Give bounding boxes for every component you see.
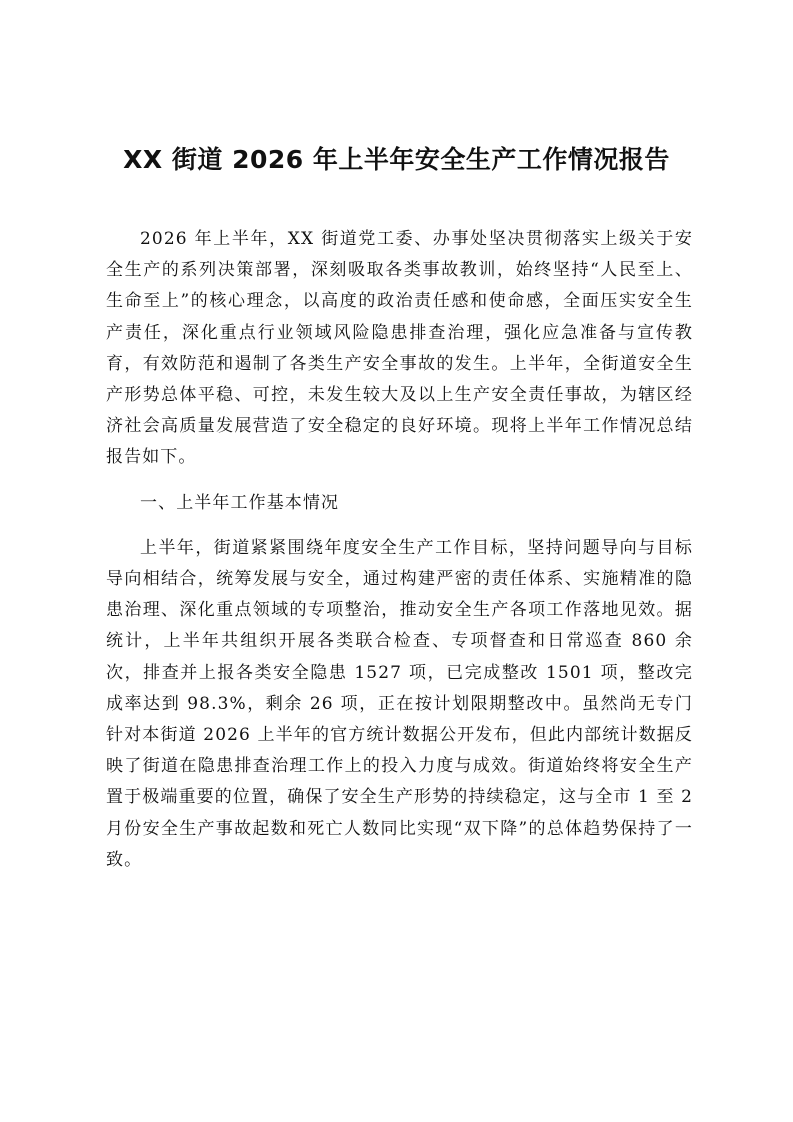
section-1-paragraph: 上半年，街道紧紧围绕年度安全生产工作目标，坚持问题导向与目标导向相结合，统筹发展与安全，通过构建严密的责任体系、实施精准的隐患治理、深化重点领域的专项整治，推动安全生产各项工作落地见效。据统计，上半年共组织开展各类联合检查、专项督查和日常巡查 860 余次，排查并上报各类安全隐患 1527 项，已完成整改 1501 项，整改完成率达到 98.3%，剩余 26 项，正在按计划限期整改中。虽然尚无专门针对本街道 2026 上半年的官方统计数据公开发布，但此内部统计数据反映了街道在隐患排查治理工作上的投入力度与成效。街道始终将安全生产置于极端重要的位置，确保了安全生产形势的持续稳定，这与全市 1 至 2 月份安全生产事故起数和死亡人数同比实现“双下降”的总体趋势保持了一致。 bbox=[106, 537, 693, 870]
document-title: XX 街道 2026 年上半年安全生产工作情况报告 bbox=[123, 145, 670, 174]
document-body bbox=[106, 224, 693, 890]
section-heading-1: 一、上半年工作基本情况 bbox=[140, 492, 340, 513]
intro-paragraph: 2026 年上半年，XX 街道党工委、办事处坚决贯彻落实上级关于安全生产的系列决策部署，深刻吸取各类事故教训，始终坚持“人民至上、生命至上”的核心理念，以高度的政治责任感和使命感，全面压实安全生产责任，深化重点行业领域风险隐患排查治理，强化应急准备与宣传教育，有效防范和遏制了各类生产安全事故的发生。上半年，全街道安全生产形势总体平稳、可控，未发生较大及以上生产安全责任事故，为辖区经济社会高质量发展营造了安全稳定的良好环境。现将上半年工作情况总结报告如下。 bbox=[106, 229, 693, 468]
